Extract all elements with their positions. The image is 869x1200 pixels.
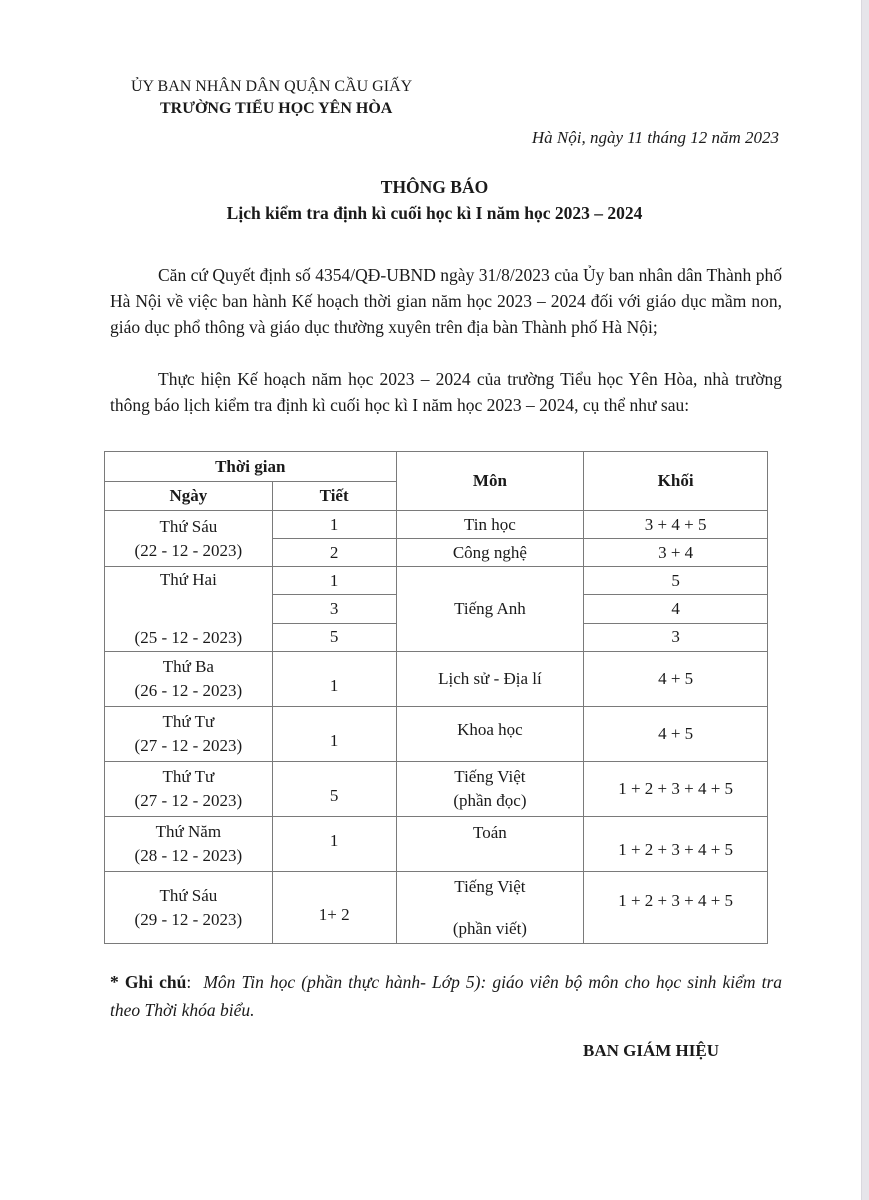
signature-block: BAN GIÁM HIỆU xyxy=(582,1041,719,1060)
period-value: 1 xyxy=(329,676,339,695)
day-name: Thứ Ba xyxy=(162,657,214,676)
day-date: (28 - 12 - 2023) xyxy=(134,846,243,865)
grade-cell: 4 + 5 xyxy=(584,707,768,762)
table-row xyxy=(105,567,768,595)
subject-value: Toán xyxy=(473,823,507,842)
day-cell xyxy=(105,707,273,762)
period-cell xyxy=(272,707,396,762)
day-cell xyxy=(105,762,273,817)
period-value: 1 xyxy=(329,831,339,850)
day-cell xyxy=(105,652,273,707)
footnote xyxy=(110,968,782,1024)
day-cell xyxy=(105,872,273,944)
header-grade: Khối xyxy=(584,452,768,511)
period-cell xyxy=(272,652,396,707)
exam-schedule-table xyxy=(104,451,768,944)
paragraph-implementation: Thực hiện Kế hoạch năm học 2023 – 2024 của trường Tiểu học Yên Hòa, nhà trường thông báo lịch kiểm tra định kì cuối học kì I năm học 2023 – 2024, cụ thể như sau: xyxy=(110,369,782,415)
period-cell: 3 xyxy=(272,595,396,623)
table-row xyxy=(105,652,768,707)
school-name: TRƯỜNG TIỂU HỌC YÊN HÒA xyxy=(160,100,393,117)
table-row xyxy=(105,707,768,762)
day-cell xyxy=(105,567,273,652)
footnote-separator: : xyxy=(186,972,192,992)
day-name: Thứ Năm xyxy=(155,822,222,841)
place-date: Hà Nội, ngày 11 tháng 12 năm 2023 xyxy=(531,128,779,147)
subject-line-2: (phần viết) xyxy=(452,918,527,938)
grade-cell xyxy=(584,872,768,944)
table-row xyxy=(105,817,768,872)
day-name: Thứ Sáu xyxy=(159,885,218,905)
subject-value: Khoa học xyxy=(457,720,523,739)
day-cell xyxy=(105,817,273,872)
grade-cell xyxy=(584,817,768,872)
day-date: (29 - 12 - 2023) xyxy=(134,909,243,929)
grade-cell: 4 xyxy=(584,595,768,623)
header-period: Tiết xyxy=(272,482,396,511)
grade-cell: 1 + 2 + 3 + 4 + 5 xyxy=(584,762,768,817)
period-value: 1+ 2 xyxy=(318,904,350,924)
subject-line-1: Tiếng Việt xyxy=(454,876,526,896)
day-date: (27 - 12 - 2023) xyxy=(134,736,243,755)
subject-cell xyxy=(396,707,584,762)
day-name: Thứ Sáu xyxy=(159,516,218,536)
grade-cell: 4 + 5 xyxy=(584,652,768,707)
header-day: Ngày xyxy=(105,482,273,511)
grade-cell: 5 xyxy=(584,567,768,595)
grade-value: 1 + 2 + 3 + 4 + 5 xyxy=(618,840,734,859)
grade-value: 1 + 2 + 3 + 4 + 5 xyxy=(618,890,734,910)
footnote-text: Môn Tin học (phần thực hành- Lớp 5): giáo viên bộ môn cho học sinh kiểm tra theo Thời khóa biểu. xyxy=(110,972,782,1020)
grade-cell: 3 xyxy=(584,623,768,651)
table-row xyxy=(105,872,768,944)
period-cell: 1 xyxy=(272,511,396,539)
subject-cell: Tiếng Anh xyxy=(396,567,584,652)
day-cell xyxy=(105,511,273,567)
subject-line-2: (phần đọc) xyxy=(453,791,527,810)
subject-cell: Lịch sử - Địa lí xyxy=(396,652,584,707)
document-subtitle: Lịch kiểm tra định kì cuối học kì I năm học 2023 – 2024 xyxy=(226,203,643,223)
header-time: Thời gian xyxy=(105,452,397,482)
subject-cell xyxy=(396,762,584,817)
day-date: (22 - 12 - 2023) xyxy=(134,540,243,560)
day-date: (26 - 12 - 2023) xyxy=(134,681,243,700)
org-line-1: ỦY BAN NHÂN DÂN QUẬN CẦU GIẤY xyxy=(131,78,413,95)
grade-cell: 3 + 4 + 5 xyxy=(584,511,768,539)
period-cell xyxy=(272,817,396,872)
day-date: (27 - 12 - 2023) xyxy=(134,791,243,810)
day-name: Thứ Tư xyxy=(162,712,215,731)
paragraph-legal-basis: Căn cứ Quyết định số 4354/QĐ-UBND ngày 31/8/2023 của Ủy ban nhân dân Thành phố Hà Nội về việc ban hành Kế hoạch thời gian năm học 2023 – 2024 đối với giáo dục mầm non, giáo dục phổ thông và giáo dục thường xuyên trên địa bàn Thành phố Hà Nội; xyxy=(110,265,782,337)
subject-cell: Công nghệ xyxy=(396,539,584,567)
period-cell: 1 xyxy=(272,567,396,595)
subject-cell: Tin học xyxy=(396,511,584,539)
period-cell: 5 xyxy=(272,623,396,651)
table-row xyxy=(105,511,768,539)
subject-cell xyxy=(396,872,584,944)
day-date: (25 - 12 - 2023) xyxy=(134,628,243,647)
day-name: Thứ Tư xyxy=(162,767,215,786)
subject-line-1: Tiếng Việt xyxy=(454,767,526,786)
period-cell xyxy=(272,872,396,944)
table-row xyxy=(105,762,768,817)
subject-cell xyxy=(396,817,584,872)
day-name: Thứ Hai xyxy=(159,570,217,589)
grade-cell: 3 + 4 xyxy=(584,539,768,567)
period-cell xyxy=(272,762,396,817)
period-value: 1 xyxy=(329,731,339,750)
header-subject: Môn xyxy=(396,452,584,511)
period-cell: 2 xyxy=(272,539,396,567)
period-value: 5 xyxy=(329,786,339,805)
document-title: THÔNG BÁO xyxy=(380,177,489,197)
footnote-label: * Ghi chú xyxy=(110,972,187,992)
